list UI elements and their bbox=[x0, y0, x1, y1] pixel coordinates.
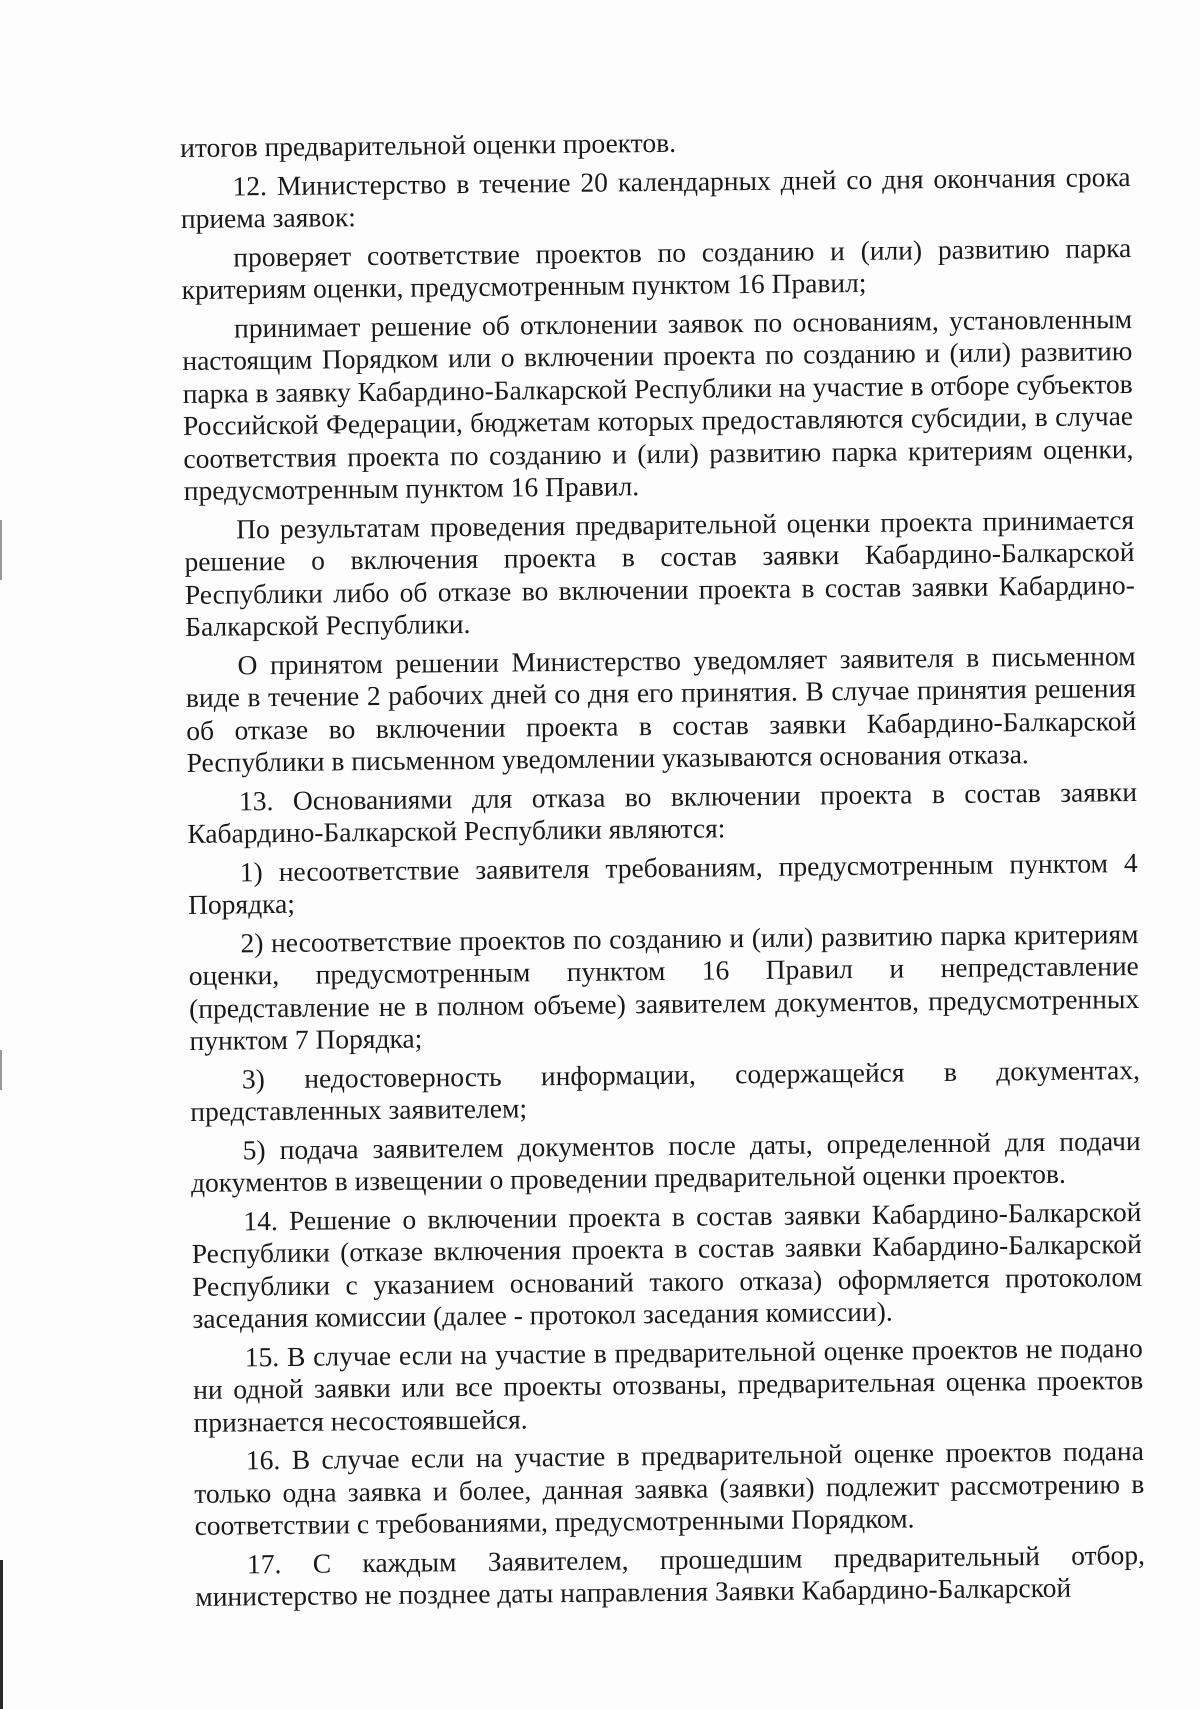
paragraph-item-13-3: 3) недостоверность информации, содержащейся в документах, представленных заявителем; bbox=[190, 1053, 1141, 1127]
paragraph-item-14: 14. Решение о включении проекта в состав заявки Кабардино-Балкарской Республики (отказе включения проекта в состав заявки Кабардино-Балкарской Республики с указанием оснований такого отказа) оформляется протоколом заседания комиссии (далее - протокол заседания комиссии). bbox=[191, 1195, 1143, 1334]
paragraph-item-12-decision: принимает решение об отклонении заявок по основаниям, установленным настоящим Порядком или о включении проекта по созданию и (или) развитию парка в заявку Кабардино-Балкарской Республики на участие в отборе субъектов Российской Федерации, бюджетам которых предоставляются субсидии, в случае соответствия проекта по созданию и (или) развитию парка критериям оценки, предусмотренным пунктом 16 Правил. bbox=[182, 302, 1134, 506]
scan-edge-shadow bbox=[0, 1560, 3, 1709]
paragraph-item-12: 12. Министерство в течение 20 календарных дней со дня окончания срока приема заявок: bbox=[180, 160, 1131, 234]
paragraph-item-12-check: проверяет соответствие проектов по созданию и (или) развитию парка критериям оценки, предусмотренным пунктом 16 Правил; bbox=[181, 231, 1132, 305]
paragraph-results: По результатам проведения предварительной оценки проекта принимается решение о включения проекта в состав заявки Кабардино-Балкарской Республики либо об отказе во включении проекта в состав заявки Кабардино-Балкарской Республики. bbox=[184, 503, 1135, 642]
paragraph-item-13-5: 5) подача заявителем документов после даты, определенной для подачи документов в извещении о проведении предварительной оценки проектов. bbox=[190, 1124, 1141, 1198]
paragraph-item-13-1: 1) несоответствие заявителя требованиям, предусмотренным пунктом 4 Порядка; bbox=[187, 846, 1138, 920]
paragraph-item-13-2: 2) несоответствие проектов по созданию и (или) развитию парка критериям оценки, предусмотренным пунктом 16 Правил и непредставление (представление не в полном объеме) заявителем документов, предусмотренных пунктом 7 Порядка; bbox=[188, 917, 1140, 1056]
paragraph-continuation: итогов предварительной оценки проектов. bbox=[180, 126, 677, 163]
scan-artifact-mark bbox=[0, 1050, 2, 1090]
paragraph-item-17: 17. С каждым Заявителем, прошедшим предварительный отбор, министерство не позднее даты направления Заявки Кабардино-Балкарской bbox=[195, 1538, 1146, 1612]
paragraph-notification: О принятом решении Министерство уведомляет заявителя в письменном виде в течение 2 рабочих дней со дня его принятия. В случае принятия решения об отказе во включении проекта в состав заявки Кабардино-Балкарской Республики в письменном уведомлении указываются основания отказа. bbox=[185, 639, 1137, 778]
scan-artifact-mark bbox=[0, 520, 2, 580]
paragraph-item-16: 16. В случае если на участие в предварительной оценке проектов подана только одна заявка и более, данная заявка (заявки) подлежит рассмотрению в соответствии с требованиями, предусмотренными Порядком. bbox=[194, 1434, 1145, 1541]
paragraph-item-15: 15. В случае если на участие в предварительной оценке проектов не подано ни одной заявки или все проекты отозваны, предварительная оценка проектов признается несостоявшейся. bbox=[193, 1331, 1144, 1438]
document-body bbox=[180, 122, 1146, 1619]
paragraph-item-13: 13. Основаниями для отказа во включении проекта в состав заявки Кабардино-Балкарской Республики являются: bbox=[187, 775, 1138, 849]
